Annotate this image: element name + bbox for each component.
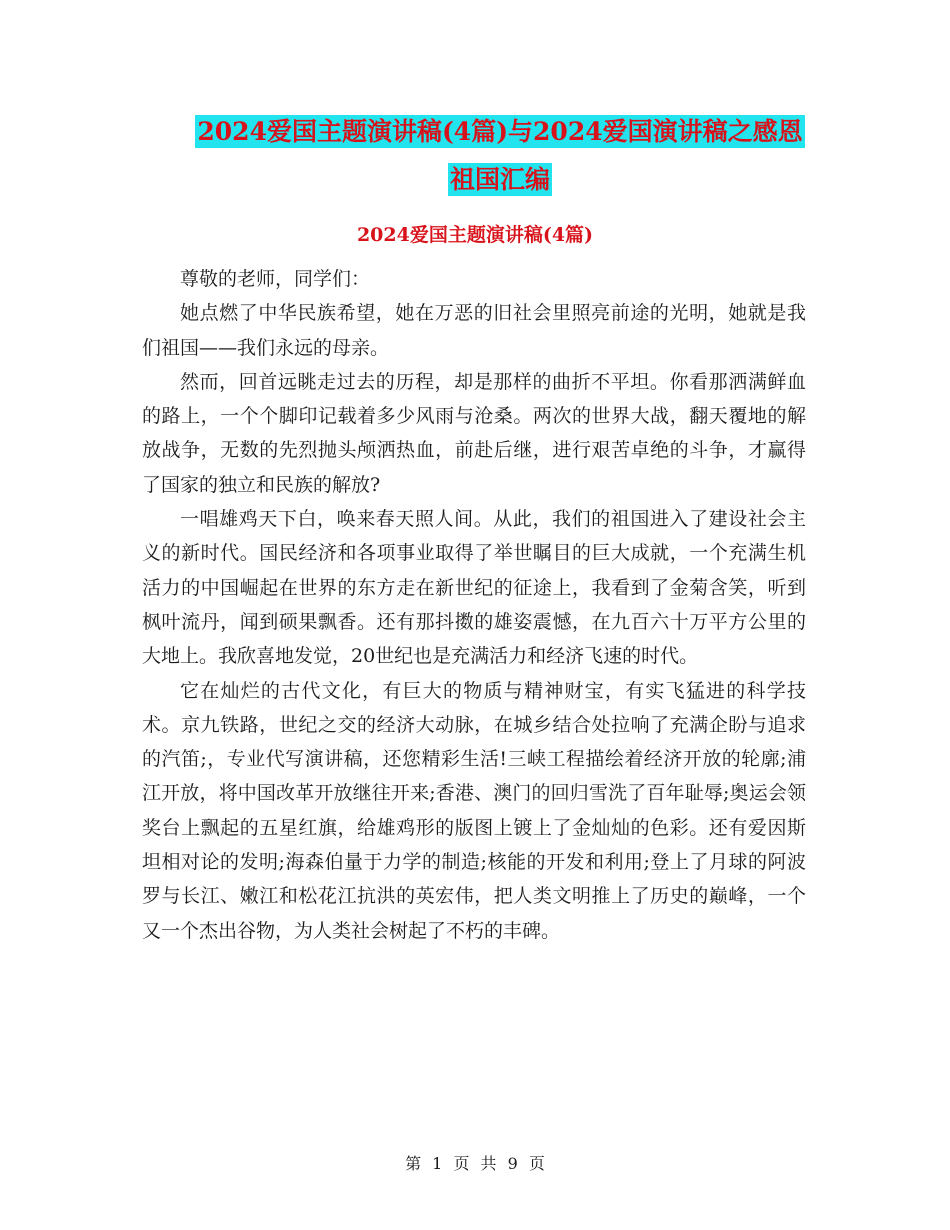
document-title-line-1: 2024爱国主题演讲稿(4篇)与2024爱国演讲稿之感恩 xyxy=(197,117,803,146)
paragraph: 它在灿烂的古代文化，有巨大的物质与精神财宝，有实飞猛进的科学技术。京九铁路，世纪之交的经济大动脉，在城乡结合处拉响了充满企盼与追求的汽笛;，专业代写演讲稿，还您精彩生活!三峡工程描绘着经济开放的轮廓;浦江开放，将中国改革开放继往开来;香港、澳门的回归雪洗了百年耻辱;奥运会领奖台上飘起的五星红旗，给雄鸡形的版图上镀上了金灿灿的色彩。还有爱因斯坦相对论的发明;海森伯量于力学的制造;核能的开发和利用;登上了月球的阿波罗与长江、嫩江和松花江抗洪的英宏伟，把人类文明推上了历史的巅峰，一个又一个杰出谷物，为人类社会树起了不朽的丰碑。 xyxy=(142,679,806,942)
paragraph: 然而，回首远眺走过去的历程，却是那样的曲折不平坦。你看那洒满鲜血的路上，一个个脚印记载着多少风雨与沧桑。两次的世界大战，翻天覆地的解放战争，无数的先烈抛头颅洒热血，前赴后继，进行艰苦卓绝的斗争，才赢得了国家的独立和民族的解放? xyxy=(142,370,806,496)
section-title: 2024爱国主题演讲稿(4篇) xyxy=(356,224,594,246)
paragraph: 一唱雄鸡天下白，唤来春天照人间。从此，我们的祖国进入了建设社会主义的新时代。国民经济和各项事业取得了举世瞩目的巨大成就，一个充满生机活力的中国崛起在世界的东方走在新世纪的征途上，我看到了金菊含笑，听到枫叶流丹，闻到硕果飘香。还有那抖擞的雄姿震憾，在九百六十万平方公里的大地上。我欣喜地发觉，20世纪也是充满活力和经济飞速的时代。 xyxy=(142,508,806,668)
paragraph-salutation: 尊敬的老师，同学们： xyxy=(180,268,371,290)
document-title xyxy=(120,108,880,204)
document-body xyxy=(142,262,806,948)
paragraph: 她点燃了中华民族希望，她在万恶的旧社会里照亮前途的光明，她就是我们祖国——我们永远的母亲。 xyxy=(142,302,806,359)
document-title-line-2: 祖国汇编 xyxy=(449,165,550,194)
page-number-footer: 第 1 页 共 9 页 xyxy=(405,1154,545,1173)
